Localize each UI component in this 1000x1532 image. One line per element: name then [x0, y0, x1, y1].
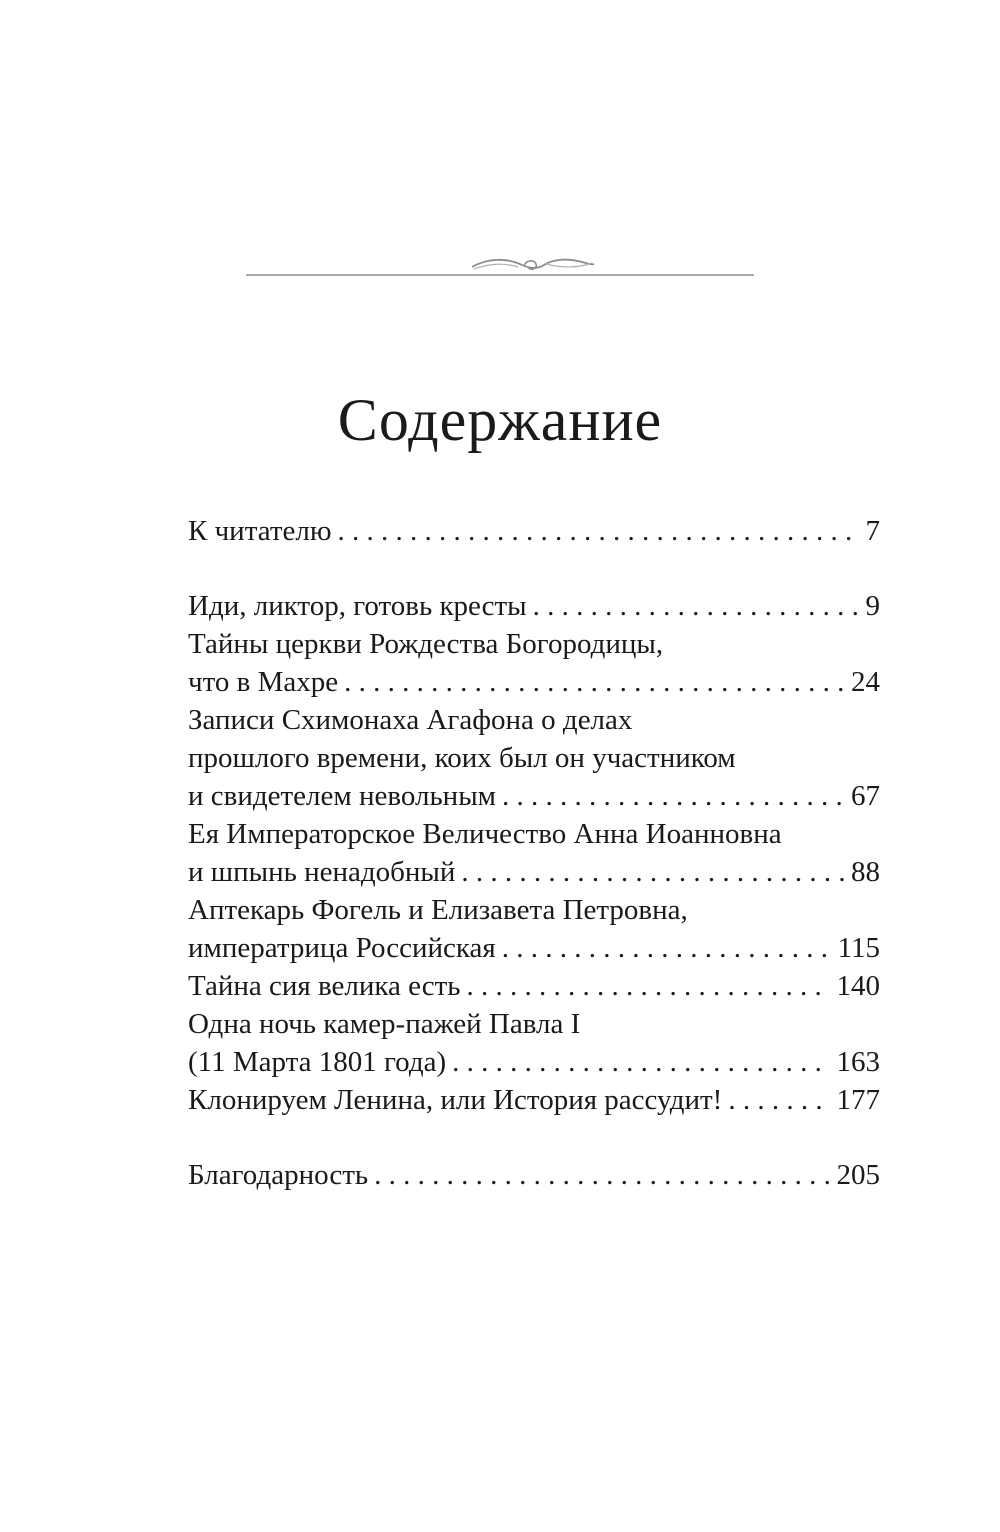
dot-leader — [461, 853, 845, 891]
toc-entry-final-line — [188, 663, 880, 701]
dot-leader — [533, 587, 860, 625]
toc-entry-page-number: 140 — [836, 970, 880, 1002]
toc-entry-page-number: 177 — [836, 1084, 880, 1116]
toc-entry[interactable] — [188, 1081, 880, 1119]
toc-group-stories — [188, 587, 880, 1119]
toc-entry-title: и свидетелем невольным — [188, 780, 497, 812]
dot-leader — [338, 512, 860, 550]
toc-group-back — [188, 1156, 880, 1194]
toc-entry[interactable] — [188, 967, 880, 1005]
toc-entry-final-line — [188, 967, 880, 1005]
toc-entry-title: Клонируем Ленина, или История рассудит! — [188, 1084, 723, 1116]
toc-entry-final-line — [188, 1043, 880, 1081]
toc-entry-title-line: Тайны церкви Рождества Богородицы, — [188, 628, 664, 660]
toc-entry-title: (11 Марта 1801 года) — [188, 1046, 447, 1078]
toc-entry[interactable] — [188, 1005, 880, 1081]
toc-entry-title: К читателю — [188, 515, 332, 547]
toc-entry[interactable] — [188, 625, 880, 701]
page-title: Содержание — [337, 387, 663, 453]
toc-entry[interactable] — [188, 815, 880, 891]
toc-entry-final-line — [188, 1081, 880, 1119]
toc-entry-page-number: 9 — [865, 590, 880, 622]
toc-entry-title-line: Аптекарь Фогель и Елизавета Петровна, — [188, 894, 688, 926]
toc-entry-final-line — [188, 587, 880, 625]
toc-entry-final-line — [188, 1156, 880, 1194]
dot-leader — [344, 663, 845, 701]
toc-entry-page-number: 7 — [865, 515, 880, 547]
dot-leader — [452, 1043, 830, 1081]
toc-entry-page-number: 67 — [851, 780, 880, 812]
dot-leader — [374, 1156, 830, 1194]
toc-entry-title: Тайна сия велика есть — [188, 970, 461, 1002]
toc-entry[interactable] — [188, 891, 880, 967]
toc-entry-final-line — [188, 512, 880, 550]
toc-entry-page-number: 88 — [851, 856, 880, 888]
toc-entry-final-line — [188, 853, 880, 891]
toc-entry[interactable] — [188, 701, 880, 815]
toc-entry-page-number: 115 — [837, 932, 880, 964]
toc-entry-title: Иди, ликтор, готовь кресты — [188, 590, 527, 622]
toc-entry-title: императрица Российская — [188, 932, 496, 964]
toc-entry[interactable] — [188, 587, 880, 625]
dot-leader — [728, 1081, 830, 1119]
dot-leader — [502, 929, 832, 967]
toc-entry-title-line: Ея Императорское Величество Анна Иоанновна — [188, 818, 782, 850]
ornamental-divider — [246, 274, 754, 276]
toc-entry-title: что в Махре — [188, 666, 339, 698]
toc-entry-final-line — [188, 777, 880, 815]
toc-entry-title-line: Одна ночь камер-пажей Павла I — [188, 1008, 581, 1040]
toc-entry-page-number: 24 — [851, 666, 880, 698]
toc-entry-final-line — [188, 929, 880, 967]
toc-entry-title: и шпынь ненадобный — [188, 856, 456, 888]
dot-leader — [502, 777, 845, 815]
toc-group-front — [188, 512, 880, 550]
toc-entry[interactable] — [188, 512, 880, 550]
toc-entry-title: Благодарность — [188, 1159, 369, 1191]
table-of-contents — [188, 512, 880, 1194]
toc-entry-page-number: 205 — [836, 1159, 880, 1191]
toc-entry-title-line: Записи Схимонаха Агафона о делах — [188, 704, 633, 736]
toc-entry[interactable] — [188, 1156, 880, 1194]
dot-leader — [467, 967, 831, 1005]
toc-entry-title-line: прошлого времени, коих был он участником — [188, 742, 736, 774]
toc-entry-page-number: 163 — [836, 1046, 880, 1078]
